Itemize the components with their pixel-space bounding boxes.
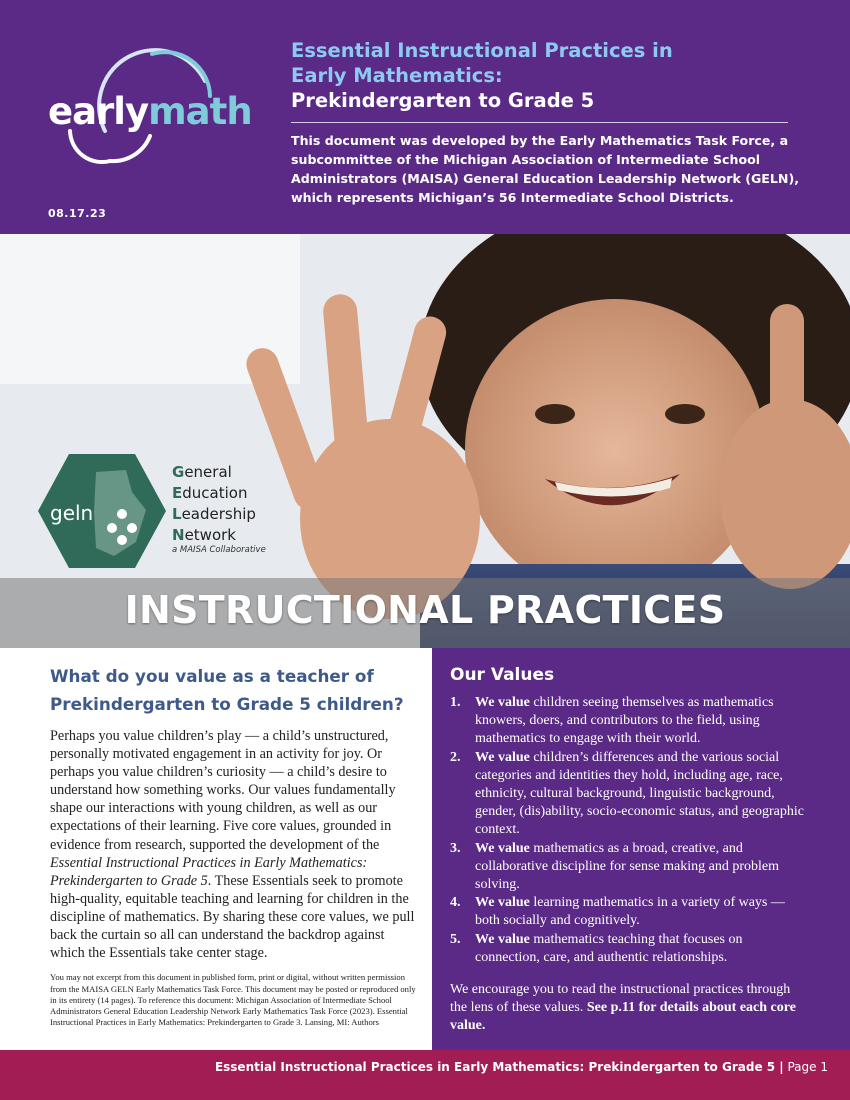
title-line-3: Prekindergarten to Grade 5 [291,89,595,112]
title-line-2: Early Mathematics: [291,64,503,87]
geln-wordmark [172,462,256,546]
footer [0,1050,850,1100]
header [0,0,850,234]
document-date: 08.17.23 [48,207,107,220]
value-item: 3. We value mathematics as a broad, creative, and collaborative discipline for sense making and problem solving. [450,840,780,893]
subtitle: This document was developed by the Early Mathematics Task Force, a subcommittee of the Michigan Association of Intermediate School Administrators (MAISA) General Education Leadership Network (GELN), which represents Michigan’s 56 Intermediate School Districts. [291,133,799,205]
geln-line-3: Leadership [172,505,256,523]
value-item: 2. We value children’s differences and the various social categories and identities they hold, including age, race, ethnicity, cultural background, linguistic background, gender, (dis)ability, socio-economic status, and geographic context. [450,749,804,838]
value-item: 4. We value learning mathematics in a variety of ways — both socially and cognitively. [450,895,785,929]
values-panel [432,648,850,1050]
geln-badge-label: geln [50,501,94,525]
intro-column [50,662,420,1029]
earlymath-logo [48,90,252,133]
page-number: Page 1 [783,1060,828,1074]
intro-heading-line-2: Prekindergarten to Grade 5 children? [50,694,404,714]
geln-line-4: Network [172,526,236,544]
banner-title: INSTRUCTIONAL PRACTICES [124,588,726,632]
intro-heading-line-1: What do you value as a teacher of [50,666,374,686]
values-encourage: We encourage you to read the instructional practices through the lens of these values. See p.11 for details about each core value. [450,982,796,1034]
footer-text [215,1060,828,1074]
logo-word-math: math [148,90,252,133]
geln-subtitle: a MAISA Collaborative [172,545,266,555]
geln-line-2: Education [172,484,248,502]
title-line-1: Essential Instructional Practices in [291,39,673,62]
value-item: 1. We value children seeing themselves as mathematics knowers, doers, and contributors to the field, using mathematics to engage with their world. [450,695,774,747]
values-heading: Our Values [450,665,555,685]
values-list [450,694,810,967]
title-divider [291,122,788,123]
intro-heading [50,662,420,718]
hero-image [0,234,850,648]
geln-hexagon-logo [36,452,168,570]
copyright-notice: You may not excerpt from this document in published form, print or digital, without written permission from the MAISA GELN Early Mathematics Task Force. This document may be posted or reproduced only in its entirety (14 pages). To reference this document: Michigan Association of Intermediate School Administrators General Education Leadership Network Early Mathematics Task Force (2023). Essential Instructional Practices in Early Mathematics: Prekindergarten to Grade 3. Lansing, MI: Authors [50,972,416,1028]
value-item: 5. We value mathematics teaching that focuses on connection, care, and authentic relationships. [450,931,743,965]
intro-body: Perhaps you value children’s play — a child’s unstructured, personally motivated engagement in an activity for joy. Or perhaps you value children’s curiosity — a child’s desire to understand how something works. Our values fundamentally shape our interactions with young children, as well as our expectations of their learning. Five core values, grounded in evidence from research, supported the development of the Essential Instructional Practices in Early Mathematics: Prekindergarten to Grade 5. These Essentials seek to promote high-quality, equitable teaching and learning for children in the discipline of mathematics. By sharing these core values, we pull back the curtain so all can understand the backdrop against which the Essentials take center stage. [50,728,415,962]
see-page-link: See p.11 for details about each core value. [450,1000,796,1034]
footer-title: Essential Instructional Practices in Early Mathematics: Prekindergarten to Grade 5 | [214,1060,784,1074]
geln-line-1: General [172,463,232,481]
logo-word-early: early [48,90,149,133]
document-title-italic: Essential Instructional Practices in Early Mathematics: Prekindergarten to Grade 5 [50,854,368,889]
title-block [291,38,811,207]
